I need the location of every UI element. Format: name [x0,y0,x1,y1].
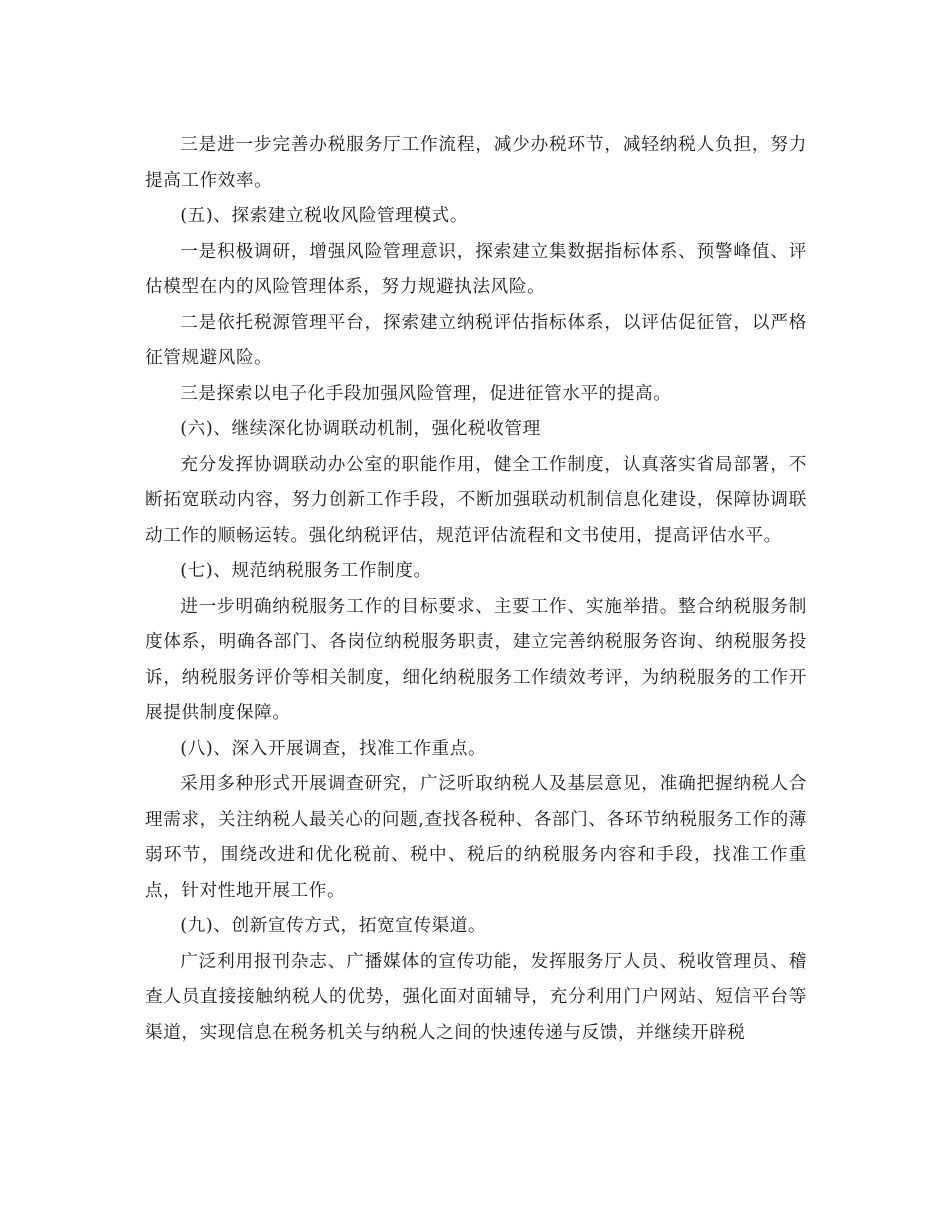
document-body [145,128,807,1051]
heading-section-6: (六)、继续深化协调联动机制，强化税收管理 [180,419,541,439]
paragraph-tax-source-platform: 二是依托税源管理平台，探索建立纳税评估指标体系，以评估促征管，以严格征管规避风险。 [145,312,807,368]
paragraph-service-system: 进一步明确纳税服务工作的目标要求、主要工作、实施举措。整合纳税服务制度体系，明确各部门、各岗位纳税服务职责，建立完善纳税服务咨询、纳税服务投诉，纳税服务评价等相关制度，细化纳税服务工作绩效考评，为纳税服务的工作开展提供制度保障。 [145,596,807,723]
heading-section-8: (八)、深入开展调查，找准工作重点。 [180,738,487,759]
paragraph-electronic-risk: 三是探索以电子化手段加强风险管理，促进征管水平的提高。 [180,383,672,404]
heading-section-5: (五)、探索建立税收风险管理模式。 [180,206,469,226]
heading-section-9: (九)、创新宣传方式，拓宽宣传渠道。 [180,916,487,936]
heading-section-7: (七)、规范纳税服务工作制度。 [180,561,432,581]
paragraph-risk-research: 一是积极调研，增强风险管理意识，探索建立集数据指标体系、预警峰值、评估模型在内的风险管理体系，努力规避执法风险。 [145,241,807,297]
paragraph-publicity: 广泛利用报刊杂志、广播媒体的宣传功能，发挥服务厅人员、税收管理员、稽查人员直接接触纳税人的优势，强化面对面辅导，充分利用门户网站、短信平台等渠道，实现信息在税务机关与纳税人之间的快速传递与反馈，并继续开辟税 [145,951,807,1043]
paragraph-investigation: 采用多种形式开展调查研究，广泛听取纳税人及基层意见，准确把握纳税人合理需求，关注纳税人最关心的问题,查找各税种、各部门、各环节纳税服务工作的薄弱环节，围绕改进和优化税前、税中、税后的纳税服务内容和手段，找准工作重点，针对性地开展工作。 [145,774,807,901]
paragraph-coordination-office: 充分发挥协调联动办公室的职能作用，健全工作制度，认真落实省局部署，不断拓宽联动内容，努力创新工作手段，不断加强联动机制信息化建设，保障协调联动工作的顺畅运转。强化纳税评估，规范评估流程和文书使用，提高评估水平。 [145,454,807,546]
paragraph-service-hall-workflow: 三是进一步完善办税服务厅工作流程，减少办税环节，减轻纳税人负担，努力提高工作效率。 [145,135,807,191]
